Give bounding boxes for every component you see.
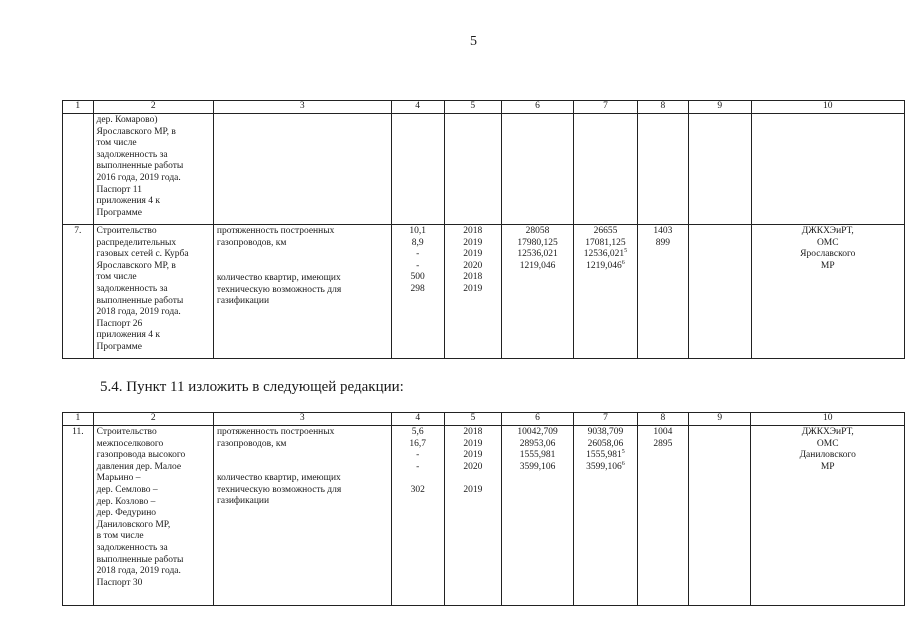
text-line: Даниловского МР,	[96, 519, 171, 530]
cell-executor	[751, 114, 904, 225]
indicator-line: техническую возможность для	[216, 484, 342, 495]
text-line: дер. Федурино	[96, 508, 157, 519]
cell-empty	[689, 114, 752, 225]
indicator-line: количество квартир, имеющих	[216, 273, 341, 284]
text-line: задолженность за	[96, 149, 168, 160]
cell-value	[391, 225, 444, 359]
year-line: 2018	[463, 427, 483, 437]
cell-amount-regional	[574, 225, 638, 359]
col-number: 2	[93, 101, 213, 114]
value-line: -	[416, 450, 420, 461]
executor-line: ДЖКХЭиРТ,	[801, 226, 854, 236]
cell-num: 11.	[63, 426, 94, 606]
table-continuation	[62, 100, 905, 359]
text-line: распределительных	[96, 237, 177, 248]
text-line: дер. Семлово –	[96, 484, 158, 495]
value-line: -	[416, 249, 420, 260]
indicator-line: техническую возможность для	[216, 284, 342, 295]
text-line: газопровода высокого	[96, 450, 186, 461]
amount-line: 17980,125	[517, 237, 558, 248]
text-line: 2018 года, 2019 года.	[96, 307, 181, 318]
indicator-line: газификации	[216, 296, 270, 307]
col-number: 7	[574, 101, 638, 114]
col-number: 6	[501, 101, 573, 114]
value-line: 5,6	[411, 427, 424, 437]
indicator-line: газопроводов, км	[216, 438, 287, 449]
text-line: Паспорт 26	[96, 318, 143, 329]
amount-line: 1219,046	[519, 260, 556, 271]
executor-line: ОМС	[816, 438, 839, 449]
table-row-7	[63, 225, 905, 359]
text-line: Паспорт 11	[96, 184, 142, 195]
text-line: задолженность за	[96, 283, 168, 294]
cell-amount-local	[637, 426, 688, 606]
col-number: 8	[637, 101, 688, 114]
cell-empty	[688, 426, 751, 606]
amount-line: 9038,709	[587, 427, 624, 437]
text-line: Программе	[96, 341, 142, 352]
text-line: приложения 4 к	[96, 330, 161, 341]
amount-line: 2895	[653, 438, 673, 449]
cell-year	[444, 426, 501, 606]
amount-line: 3599,106	[519, 461, 556, 472]
value-line: -	[416, 461, 420, 472]
cell-amount-regional	[574, 426, 637, 606]
col-number: 2	[93, 413, 213, 426]
col-number: 10	[751, 413, 905, 426]
column-number-row	[63, 101, 905, 114]
year-line: 2020	[463, 260, 483, 271]
cell-empty	[689, 225, 752, 359]
text-line: межпоселкового	[96, 438, 164, 449]
text-line: дер. Козлово –	[96, 496, 156, 507]
value-line: 8,9	[411, 237, 424, 248]
cell-object-description	[93, 225, 213, 359]
cell-num: 7.	[63, 225, 94, 359]
year-line: 2019	[463, 438, 483, 449]
col-number: 5	[444, 101, 501, 114]
text-line: Ярославского МР, в	[96, 126, 176, 137]
text-line: выполненные работы	[96, 161, 184, 172]
amount-line: 28058	[525, 226, 550, 236]
text-line: 2018 года, 2019 года.	[96, 566, 181, 577]
amount-line: 26058,06	[587, 438, 624, 449]
indicator-line: газификации	[216, 496, 270, 507]
indicator-line: протяженность построенных	[216, 226, 335, 236]
value-line: 302	[410, 484, 425, 495]
cell-executor	[751, 225, 904, 359]
cell-year	[444, 225, 501, 359]
cell-indicator	[213, 225, 391, 359]
table-row-11	[63, 426, 905, 606]
cell-object-description	[93, 114, 213, 225]
text-line: дер. Комарово)	[96, 115, 158, 125]
text-line: выполненные работы	[96, 295, 184, 306]
value-line: 298	[410, 283, 425, 294]
table-item-11	[62, 412, 905, 606]
amount-line: 17081,125	[585, 237, 626, 248]
col-number: 7	[574, 413, 637, 426]
text-line: в том числе	[96, 531, 144, 542]
cell-year	[444, 114, 501, 225]
text-line: Строительство	[96, 427, 157, 437]
executor-line: ДЖКХЭиРТ,	[801, 427, 854, 437]
indicator-line: протяженность построенных	[216, 427, 335, 437]
text-line: Паспорт 30	[96, 577, 143, 588]
amount-line: 1555,981	[519, 450, 556, 461]
cell-num	[63, 114, 94, 225]
year-line: 2019	[463, 450, 483, 461]
year-line: 2020	[463, 461, 483, 472]
cell-amount-total	[501, 225, 573, 359]
year-line: 2019	[463, 484, 483, 495]
col-number: 8	[637, 413, 688, 426]
col-number: 9	[689, 101, 752, 114]
executor-line: Ярославского	[800, 249, 856, 260]
executor-line: МР	[820, 260, 835, 271]
text-line: Ярославского МР, в	[96, 260, 176, 271]
table-row-continued	[63, 114, 905, 225]
year-line: 2019	[463, 249, 483, 260]
amount-line: 28953,06	[519, 438, 556, 449]
text-line: Программе	[96, 207, 142, 218]
executor-line: ОМС	[816, 237, 839, 248]
cell-amount-total	[501, 426, 573, 606]
year-line: 2019	[463, 237, 483, 248]
year-line: 2018	[463, 272, 483, 283]
section-heading: 5.4. Пункт 11 изложить в следующей редакции:	[100, 379, 404, 395]
text-line: 2016 года, 2019 года.	[96, 172, 181, 183]
amount-line: 10042,709	[517, 427, 558, 437]
cell-value	[391, 114, 444, 225]
text-line: Марьино –	[96, 473, 141, 484]
indicator-line: количество квартир, имеющих	[216, 473, 341, 484]
cell-amount	[501, 114, 573, 225]
text-line: приложения 4 к	[96, 196, 161, 207]
col-number: 4	[391, 101, 444, 114]
amount-line: 1555,981$^5$	[586, 449, 625, 461]
cell-amount	[637, 114, 688, 225]
cell-indicator	[213, 426, 391, 606]
col-number: 10	[751, 101, 904, 114]
col-number: 6	[501, 413, 573, 426]
text-line: газовых сетей с. Курба	[96, 249, 189, 260]
text-line: выполненные работы	[96, 554, 184, 565]
text-line: том числе	[96, 138, 137, 149]
page-number: 5	[470, 34, 477, 49]
executor-line: Даниловского	[799, 450, 856, 461]
indicator-line: газопроводов, км	[216, 237, 287, 248]
year-line: 2018	[463, 226, 483, 236]
column-number-row	[63, 413, 905, 426]
col-number: 5	[444, 413, 501, 426]
cell-amount	[574, 114, 638, 225]
text-line: том числе	[96, 272, 137, 283]
col-number: 4	[391, 413, 444, 426]
col-number: 1	[63, 101, 94, 114]
amount-line: 26655	[593, 226, 618, 236]
value-line: 16,7	[409, 438, 427, 449]
cell-executor	[751, 426, 905, 606]
cell-indicator	[213, 114, 391, 225]
year-line: 2019	[463, 283, 483, 294]
amount-line: 1403	[653, 226, 673, 236]
amount-line: 1219,046$^6$	[586, 259, 625, 271]
amount-line: 12536,021	[517, 249, 558, 260]
text-line: давления дер. Малое	[96, 461, 182, 472]
amount-line: 899	[655, 237, 671, 248]
amount-line: 3599,106$^6$	[586, 460, 625, 472]
amount-line: 12536,021$^5$	[583, 248, 628, 260]
value-line: 10,1	[409, 226, 426, 236]
executor-line: МР	[820, 461, 835, 472]
cell-amount-local	[637, 225, 688, 359]
amount-line: 1004	[653, 427, 673, 437]
col-number: 9	[688, 413, 751, 426]
text-line: задолженность за	[96, 542, 168, 553]
text-line: Строительство	[96, 226, 157, 236]
cell-value	[391, 426, 444, 606]
value-line: 500	[410, 272, 425, 283]
col-number: 3	[213, 101, 391, 114]
value-line: -	[416, 260, 420, 271]
col-number: 3	[213, 413, 391, 426]
col-number: 1	[63, 413, 94, 426]
cell-object-description	[93, 426, 213, 606]
